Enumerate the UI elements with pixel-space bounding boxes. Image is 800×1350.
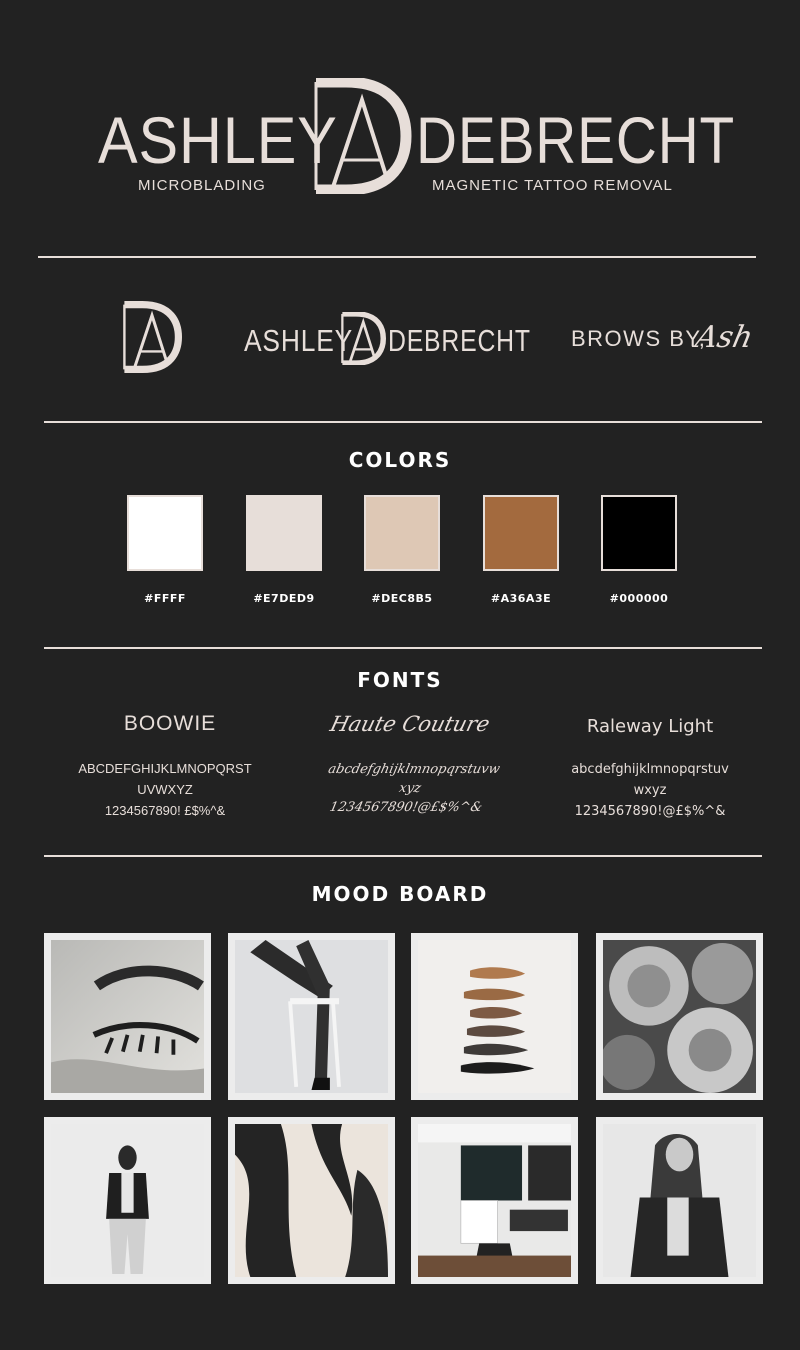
mood-image-paint-swatches: [411, 933, 578, 1100]
mood-image-woman-profile: [596, 1117, 763, 1284]
font-sample: ABCDEFGHIJKLMNOPQRST UVWXYZ 1234567890! £$%^&: [78, 761, 252, 818]
font-sample: abcdefghijklmnopqrstuvw xyz 1234567890!@£$%^&: [326, 762, 502, 815]
wordmark-monogram-icon: [336, 312, 386, 365]
color-swatch: [601, 495, 677, 571]
paint-swatches-photo: [418, 940, 571, 1093]
woman-profile-photo: [603, 1124, 756, 1277]
mood-image-eye-lashes: [44, 933, 211, 1100]
brand-tagline-right: MAGNETIC TATTOO REMOVAL: [432, 177, 673, 194]
divider: [38, 256, 756, 258]
fashion-photo: [235, 940, 388, 1093]
color-hex-label: #A36A3E: [490, 592, 552, 605]
studio-room-photo: [418, 1124, 571, 1277]
fonts-title: FONTS: [357, 668, 443, 692]
wordmark-right: DEBRECHT: [388, 323, 531, 358]
sub-brand-text: BROWS BY,: [571, 326, 707, 351]
color-swatch: [246, 495, 322, 571]
brand-name-left: ASHLEY: [98, 103, 338, 177]
color-swatch: [483, 495, 559, 571]
brand-name-right: DEBRECHT: [416, 103, 736, 177]
flowers-photo: [603, 940, 756, 1093]
font-name: Haute Couture: [327, 712, 493, 736]
color-swatch: [127, 495, 203, 571]
monogram-graphic: [302, 78, 412, 194]
eye-lashes-photo: [51, 940, 204, 1093]
color-hex-label: #E7DED9: [253, 592, 315, 605]
mood-image-flowers: [596, 933, 763, 1100]
color-hex-label: #DEC8B5: [371, 592, 433, 605]
color-hex-label: #FFFF: [144, 592, 186, 605]
font-name: Raleway Light: [586, 716, 714, 737]
mood-image-studio-room: [411, 1117, 578, 1284]
monogram-small-icon: [116, 298, 182, 376]
brand-tagline-left: MICROBLADING: [138, 177, 266, 194]
mood-board-title: MOOD BOARD: [311, 882, 489, 906]
abstract-leaves-photo: [235, 1124, 388, 1277]
color-swatch: [364, 495, 440, 571]
colors-title: COLORS: [348, 448, 452, 472]
divider: [44, 855, 762, 857]
woman-standing-photo: [51, 1124, 204, 1277]
color-hex-label: #000000: [609, 592, 669, 605]
font-name: BOOWIE: [123, 712, 217, 735]
mood-image-woman-standing: [44, 1117, 211, 1284]
font-sample: abcdefghijklmnopqrstuv wxyz 1234567890!@£$%^&: [571, 762, 729, 819]
sub-brand-script: Ash: [692, 320, 757, 355]
monogram-da-icon: [302, 78, 412, 194]
mood-image-abstract-leaves: [228, 1117, 395, 1284]
divider: [44, 421, 762, 423]
wordmark-left: ASHLEY: [244, 323, 354, 358]
divider: [44, 647, 762, 649]
mood-image-fashion: [228, 933, 395, 1100]
